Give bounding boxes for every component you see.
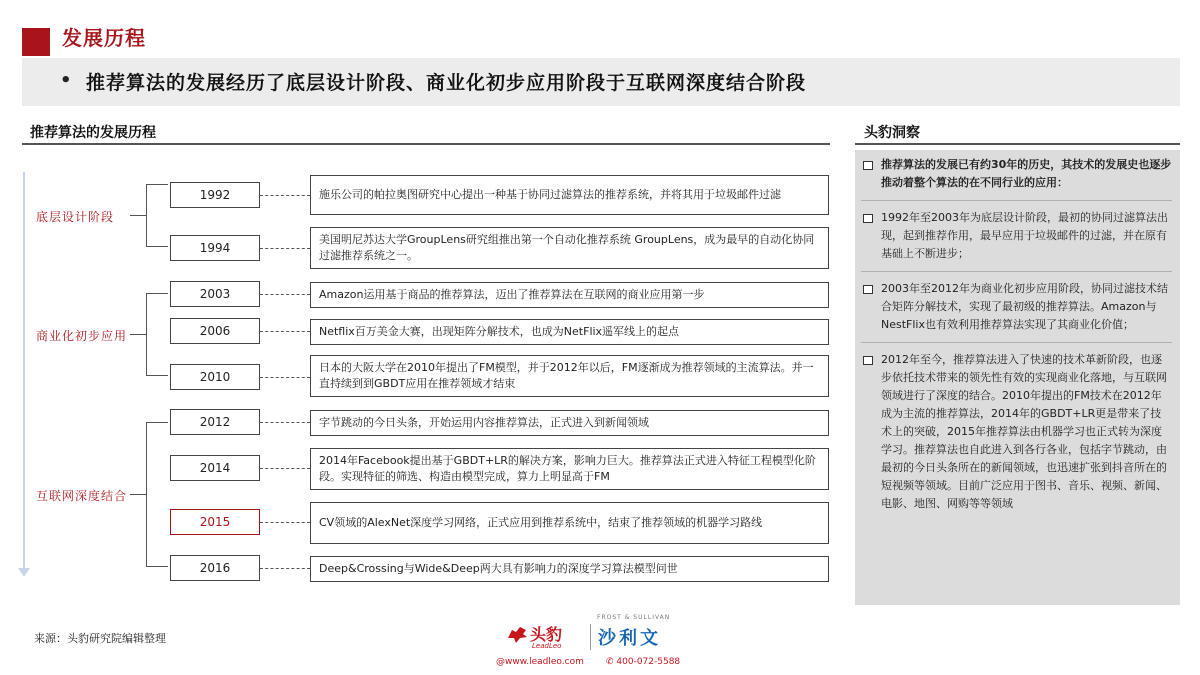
insight-item-intro <box>861 156 1172 192</box>
phase-brace-top <box>146 184 168 185</box>
insight-item-phase2 <box>861 280 1172 334</box>
phone-text: 400-072-5588 <box>616 657 681 667</box>
timeline-section-title: 推荐算法的发展历程 <box>30 125 156 141</box>
event-2003: Amazon运用基于商品的推荐算法，迈出了推荐算法在互联网的商业应用第一步 <box>310 282 829 308</box>
event-1994: 美国明尼苏达大学GroupLens研究组推出第一个自动化推荐系统 GroupLens，成为最早的自动化协同过滤推荐系统之一。 <box>310 227 829 269</box>
footer-phone <box>606 657 680 667</box>
event-1992: 施乐公司的帕拉奥图研究中心提出一种基于协同过滤算法的推荐系统，并将其用于垃圾邮件过滤 <box>310 175 829 215</box>
phase-brace <box>146 184 147 247</box>
checkbox-bullet-icon <box>863 285 873 294</box>
connector-dash <box>260 422 310 423</box>
connector-dash <box>260 195 310 196</box>
connector-dash <box>260 331 310 332</box>
leadleo-subtitle: LeadLeo <box>532 642 562 650</box>
web-icon: @ <box>496 657 505 667</box>
year-1994: 1994 <box>170 235 260 261</box>
insight-text: 1992年至2003年为底层设计阶段，最初的协同过滤算法出现，起到推荐作用，最早应用于垃圾邮件的过滤，并在原有基础上不断进步； <box>881 211 1168 260</box>
logo-divider <box>590 624 591 650</box>
insight-item-phase1 <box>861 209 1172 263</box>
phase-label-internet: 互联网深度结合 <box>36 489 128 503</box>
phase-brace-tip <box>130 494 146 495</box>
footer-website[interactable] <box>496 657 584 667</box>
phase-brace-bottom <box>146 375 168 376</box>
event-2012: 字节跳动的今日头条，开始运用内容推荐算法，正式进入到新闻领域 <box>310 410 829 436</box>
year-1992: 1992 <box>170 182 260 208</box>
phase-brace-top <box>146 422 168 423</box>
phase-brace-top <box>146 293 168 294</box>
timeline-arrow-icon <box>18 568 30 577</box>
insight-panel <box>855 150 1180 605</box>
leopard-icon <box>506 624 528 644</box>
event-2016: Deep&Crossing与Wide&Deep两大具有影响力的深度学习算法模型问世 <box>310 556 829 582</box>
phase-brace-tip <box>130 215 146 216</box>
page-title: 发展历程 <box>62 26 146 50</box>
phase-brace <box>146 293 147 376</box>
insight-text: 推荐算法的发展已有约30年的历史，其技术的发展史也逐步推动着整个算法的在不同行业的应用： <box>881 158 1172 189</box>
insight-divider <box>861 200 1172 201</box>
phase-brace-tip <box>130 334 146 335</box>
insight-divider <box>861 342 1172 343</box>
website-text: www.leadleo.com <box>505 657 584 667</box>
checkbox-bullet-icon <box>863 356 873 365</box>
source-note: 来源：头豹研究院编辑整理 <box>34 632 166 645</box>
phase-brace <box>146 422 147 567</box>
insight-section-rule <box>855 143 1180 145</box>
banner-bullet: • <box>60 70 72 91</box>
insight-section-title: 头豹洞察 <box>864 125 920 141</box>
connector-dash <box>260 248 310 249</box>
event-2006: Netflix百万美金大赛，出现矩阵分解技术，也成为NetFlix遥军线上的起点 <box>310 319 829 345</box>
leadleo-name: 头豹 <box>530 625 563 644</box>
phase-brace-bottom <box>146 566 168 567</box>
insight-text: 2003年至2012年为商业化初步应用阶段，协同过滤技术结合矩阵分解技术，实现了最初级的推荐算法。Amazon与NestFlix也有效利用推荐算法实现了其商业化价值； <box>881 282 1168 331</box>
frost-sullivan-wordmark: FROST & SULLIVAN <box>597 614 671 621</box>
year-2014: 2014 <box>170 455 260 481</box>
insight-divider <box>861 271 1172 272</box>
frost-sullivan-logo: 沙利文 <box>598 628 661 649</box>
year-2006: 2006 <box>170 318 260 344</box>
phone-icon: ✆ <box>606 657 617 667</box>
year-2016: 2016 <box>170 555 260 581</box>
checkbox-bullet-icon <box>863 214 873 223</box>
event-2015: CV领域的AlexNet深度学习网络，正式应用到推荐系统中，结束了推荐领域的机器学习路线 <box>310 502 829 544</box>
year-2015: 2015 <box>170 509 260 535</box>
year-2010: 2010 <box>170 364 260 390</box>
connector-dash <box>260 522 310 523</box>
checkbox-bullet-icon <box>863 161 873 170</box>
banner-text: 推荐算法的发展经历了底层设计阶段、商业化初步应用阶段于互联网深度结合阶段 <box>86 72 807 94</box>
connector-dash <box>260 377 310 378</box>
timeline-section-rule <box>22 143 830 145</box>
year-2012: 2012 <box>170 409 260 435</box>
phase-label-foundation: 底层设计阶段 <box>36 210 115 224</box>
event-2010: 日本的大阪大学在2010年提出了FM模型，并于2012年以后，FM逐渐成为推荐领域的主流算法。并一直持续到到GBDT应用在推荐领域才结束 <box>310 355 829 397</box>
connector-dash <box>260 568 310 569</box>
phase-brace-bottom <box>146 246 168 247</box>
insight-text: 2012年至今，推荐算法进入了快速的技术革新阶段，也逐步依托技术带来的领先性有效的实现商业化落地，与互联网领域进行了深度的结合。2010年提出的FM技术在2012年成为主流的推荐算法，2014年的GBDT+LR更是带来了技术上的突破，2015年推荐算法由机器学习也正式转为深度学习。推荐算法也自此进入到各行各业，包括字节跳动，由最初的今日头条所在的新闻领域，也迅速扩张到抖音所在的短视频等领域。目前广泛应用于图书、音乐、视频、新闻、电影、地图、网购等等领域 <box>881 353 1167 510</box>
title-marker <box>22 28 50 56</box>
phase-label-commercial: 商业化初步应用 <box>36 329 128 343</box>
year-2003: 2003 <box>170 281 260 307</box>
connector-dash <box>260 294 310 295</box>
timeline-axis <box>23 172 25 572</box>
event-2014: 2014年Facebook提出基于GBDT+LR的解决方案，影响力巨大。推荐算法正式进入特征工程模型化阶段。实现特征的筛选、构造由模型完成，算力上明显高于FM <box>310 448 829 490</box>
insight-item-phase3 <box>861 351 1172 513</box>
connector-dash <box>260 468 310 469</box>
